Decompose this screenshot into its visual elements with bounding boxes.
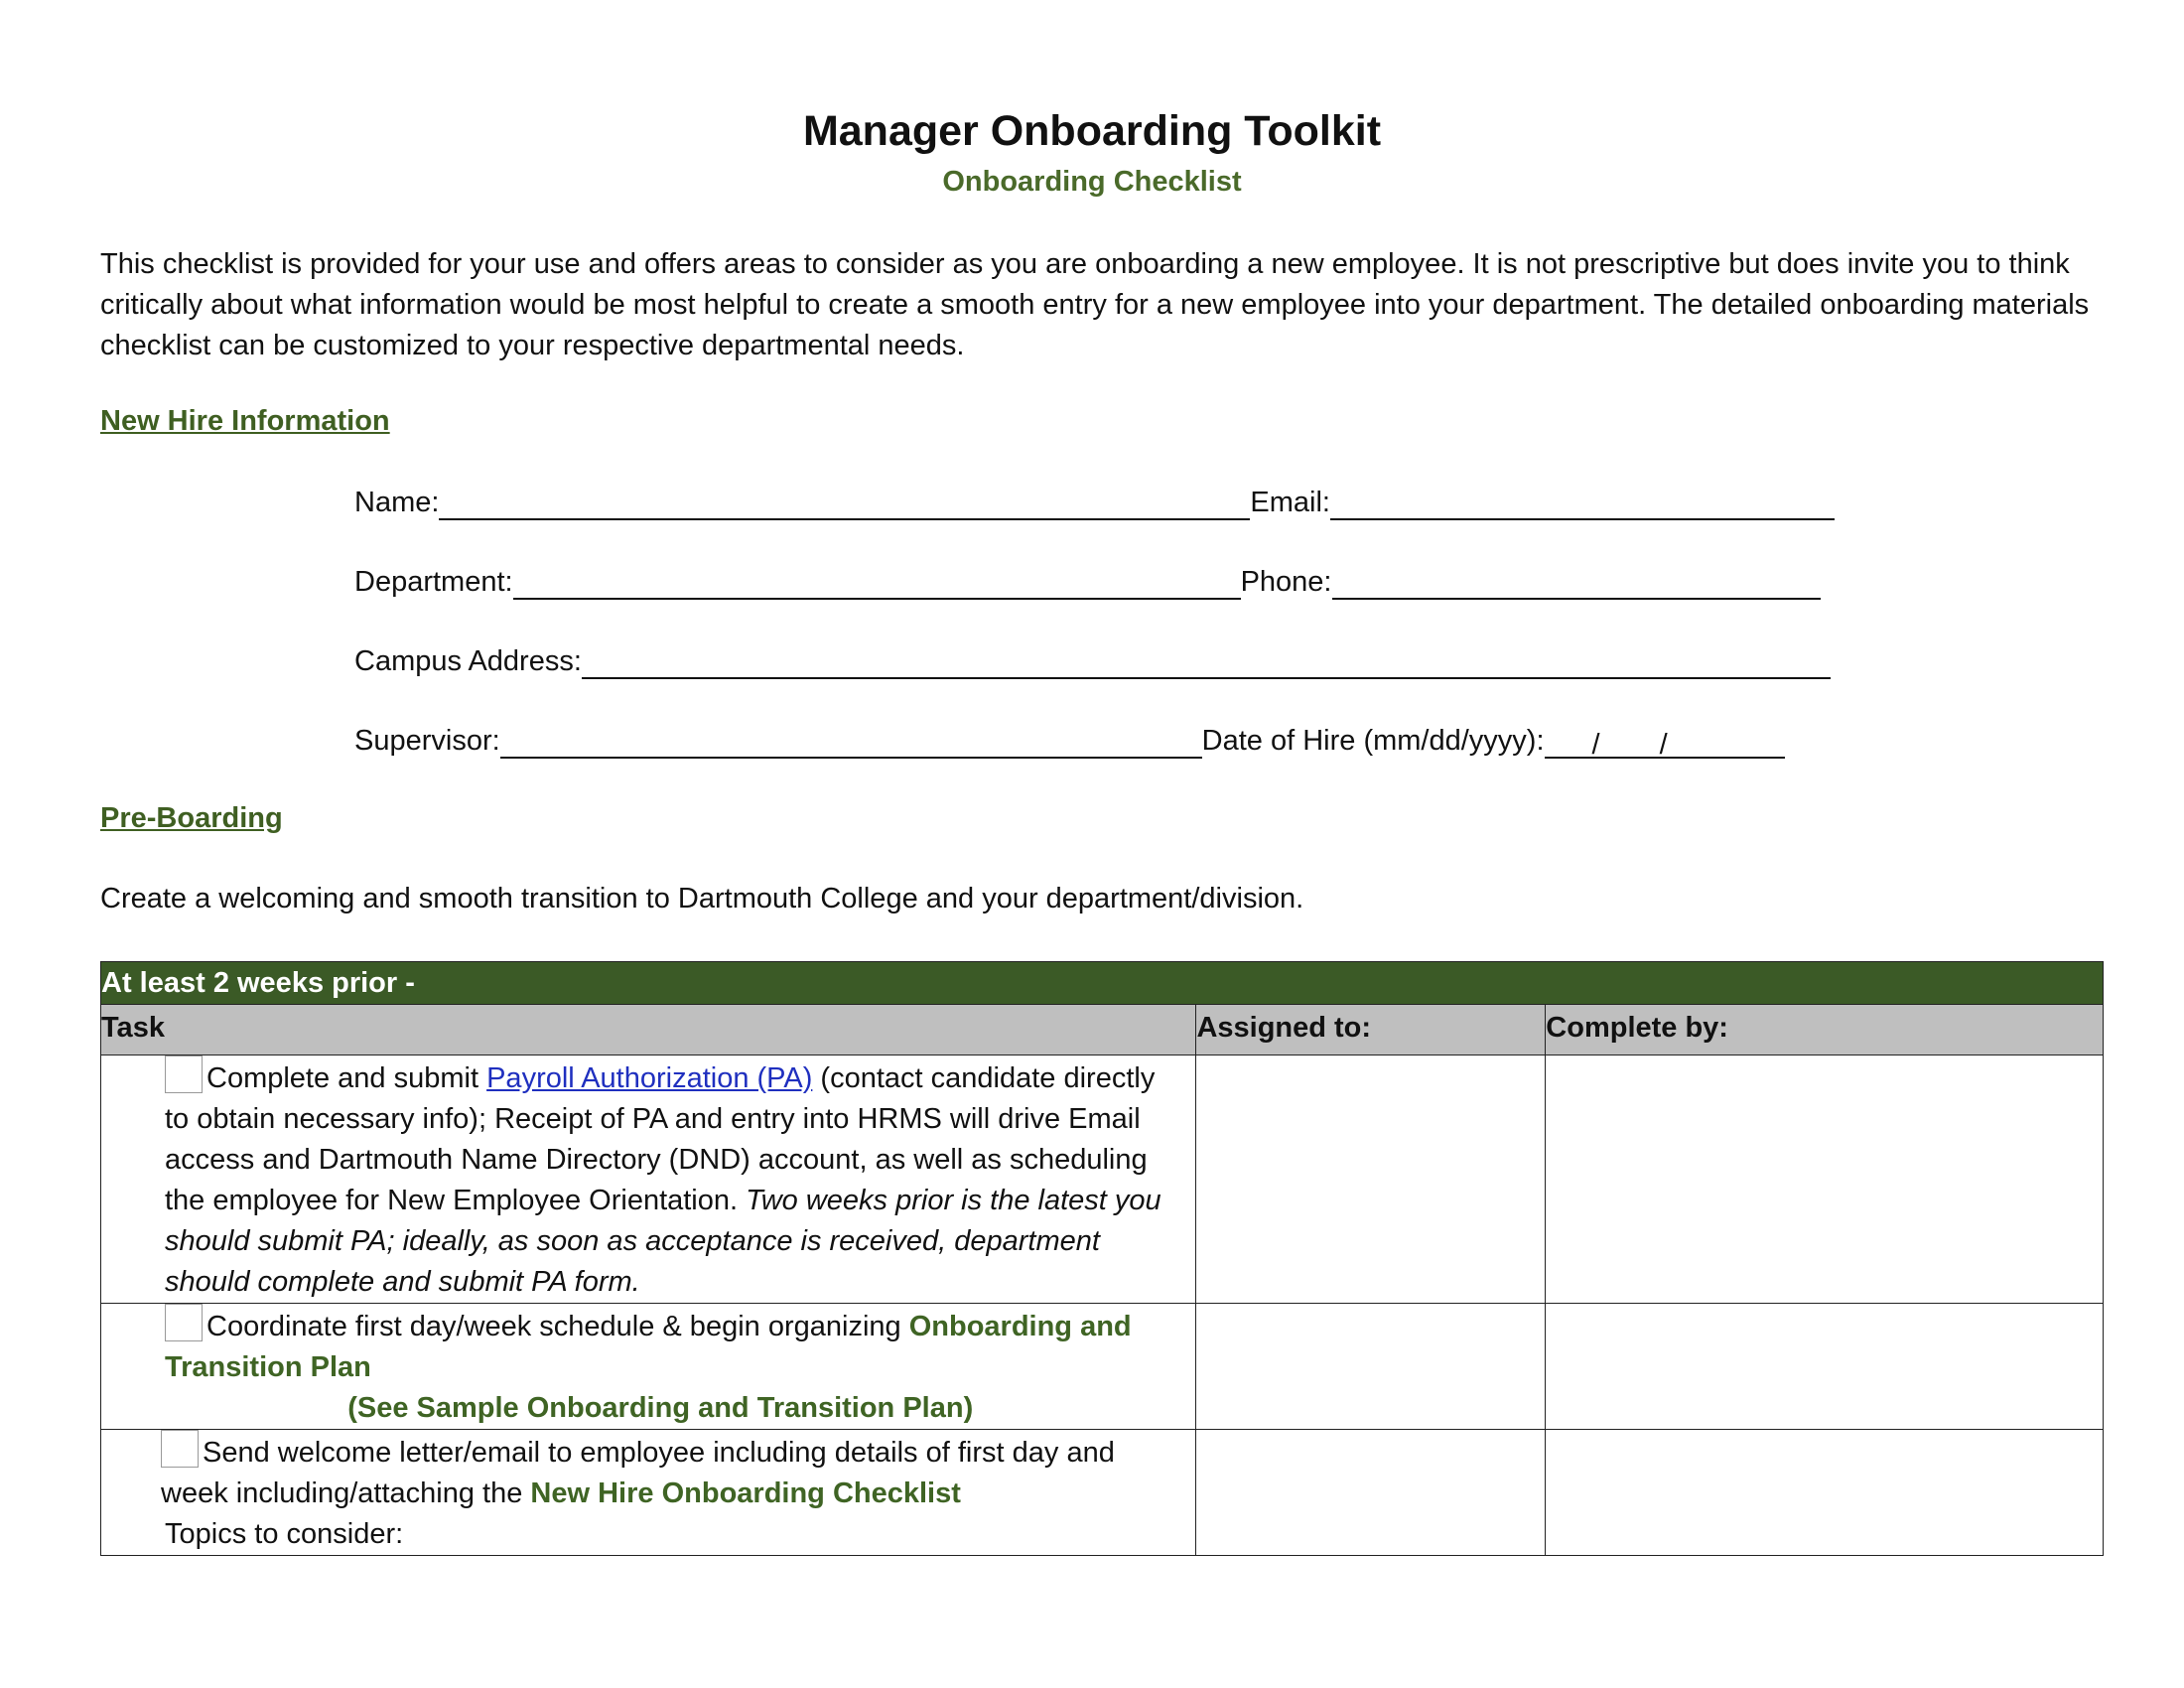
email-label: Email: (1250, 487, 1330, 518)
task-text: Complete and submit (206, 1062, 487, 1094)
email-field[interactable] (1330, 489, 1835, 520)
col-header-complete: Complete by: (1546, 1005, 2104, 1055)
task-checkbox[interactable] (165, 1304, 203, 1341)
department-field[interactable] (513, 568, 1241, 600)
department-label: Department: (354, 566, 513, 598)
supervisor-date-row (354, 723, 1785, 759)
supervisor-label: Supervisor: (354, 725, 500, 757)
phone-field[interactable] (1332, 568, 1821, 600)
campus-address-label: Campus Address: (354, 645, 582, 677)
task-table (100, 961, 2104, 1556)
campus-address-row (354, 643, 1831, 679)
task-text: Send welcome letter/email to employee including details of first day and week including/attaching the (161, 1437, 1115, 1509)
col-header-task: Task (101, 1005, 1196, 1055)
table-row (101, 1304, 2104, 1430)
date-separator-1: / (1591, 729, 1600, 761)
onboarding-plan-link[interactable]: Onboarding and Transition Plan (165, 1311, 1132, 1383)
task-text: (contact candidate directly to obtain necessary info); Receipt of PA and entry into HRMS will drive Email access and Dartmouth Name Directory (DND) account, as well as scheduling the employee for New Employee Orientation. (165, 1062, 1156, 1216)
table-band-row (101, 962, 2104, 1005)
date-of-hire-field[interactable] (1545, 727, 1785, 759)
new-hire-checklist-link[interactable]: New Hire Onboarding Checklist (530, 1477, 961, 1509)
complete-by-cell[interactable] (1546, 1055, 2104, 1304)
complete-by-cell[interactable] (1546, 1304, 2104, 1430)
date-separator-2: / (1659, 729, 1668, 761)
col-header-assigned: Assigned to: (1196, 1005, 1546, 1055)
task-cell (101, 1055, 1196, 1304)
campus-address-field[interactable] (582, 647, 1831, 679)
phone-label: Phone: (1240, 566, 1332, 598)
task-text: Coordinate first day/week schedule & begin organizing (206, 1311, 909, 1342)
band-label: At least 2 weeks prior - (101, 962, 2104, 1005)
table-row (101, 1430, 2104, 1556)
table-row (101, 1055, 2104, 1304)
page-title: Manager Onboarding Toolkit (802, 107, 1382, 155)
topics-label: Topics to consider: (165, 1518, 404, 1550)
assigned-cell[interactable] (1196, 1430, 1546, 1556)
supervisor-field[interactable] (500, 727, 1202, 759)
task-checkbox[interactable] (165, 1055, 203, 1093)
department-phone-row (354, 564, 1821, 600)
page-subtitle: Onboarding Checklist (942, 166, 1242, 198)
name-email-row (354, 485, 1835, 520)
task-line (161, 1430, 1185, 1514)
sample-plan-link[interactable]: (See Sample Onboarding and Transition Plan) (347, 1392, 974, 1424)
name-label: Name: (354, 487, 440, 518)
task-cell (101, 1304, 1196, 1430)
assigned-cell[interactable] (1196, 1304, 1546, 1430)
complete-by-cell[interactable] (1546, 1430, 2104, 1556)
pre-boarding-lead: Create a welcoming and smooth transition to Dartmouth College and your department/division. (100, 883, 1304, 914)
intro-paragraph: This checklist is provided for your use and offers areas to consider as you are onboarding a new employee. It is not prescriptive but does invite you to think critically about what information would be most helpful to create a smooth entry for a new employee into your department. The detailed onboarding materials checklist can be customized to your respective departmental needs. (100, 248, 2090, 361)
name-field[interactable] (439, 489, 1250, 520)
assigned-cell[interactable] (1196, 1055, 1546, 1304)
pre-boarding-heading: Pre-Boarding (100, 802, 283, 834)
new-hire-heading: New Hire Information (100, 405, 390, 437)
payroll-authorization-link[interactable]: Payroll Authorization (PA) (486, 1062, 813, 1094)
date-of-hire-label: Date of Hire (mm/dd/yyyy): (1201, 725, 1545, 757)
table-header-row (101, 1005, 2104, 1055)
task-cell (101, 1430, 1196, 1556)
task-checkbox[interactable] (161, 1430, 199, 1468)
task-note: Two weeks prior is the latest you should submit PA; ideally, as soon as acceptance is received, department should complete and submit PA form. (165, 1185, 1161, 1298)
